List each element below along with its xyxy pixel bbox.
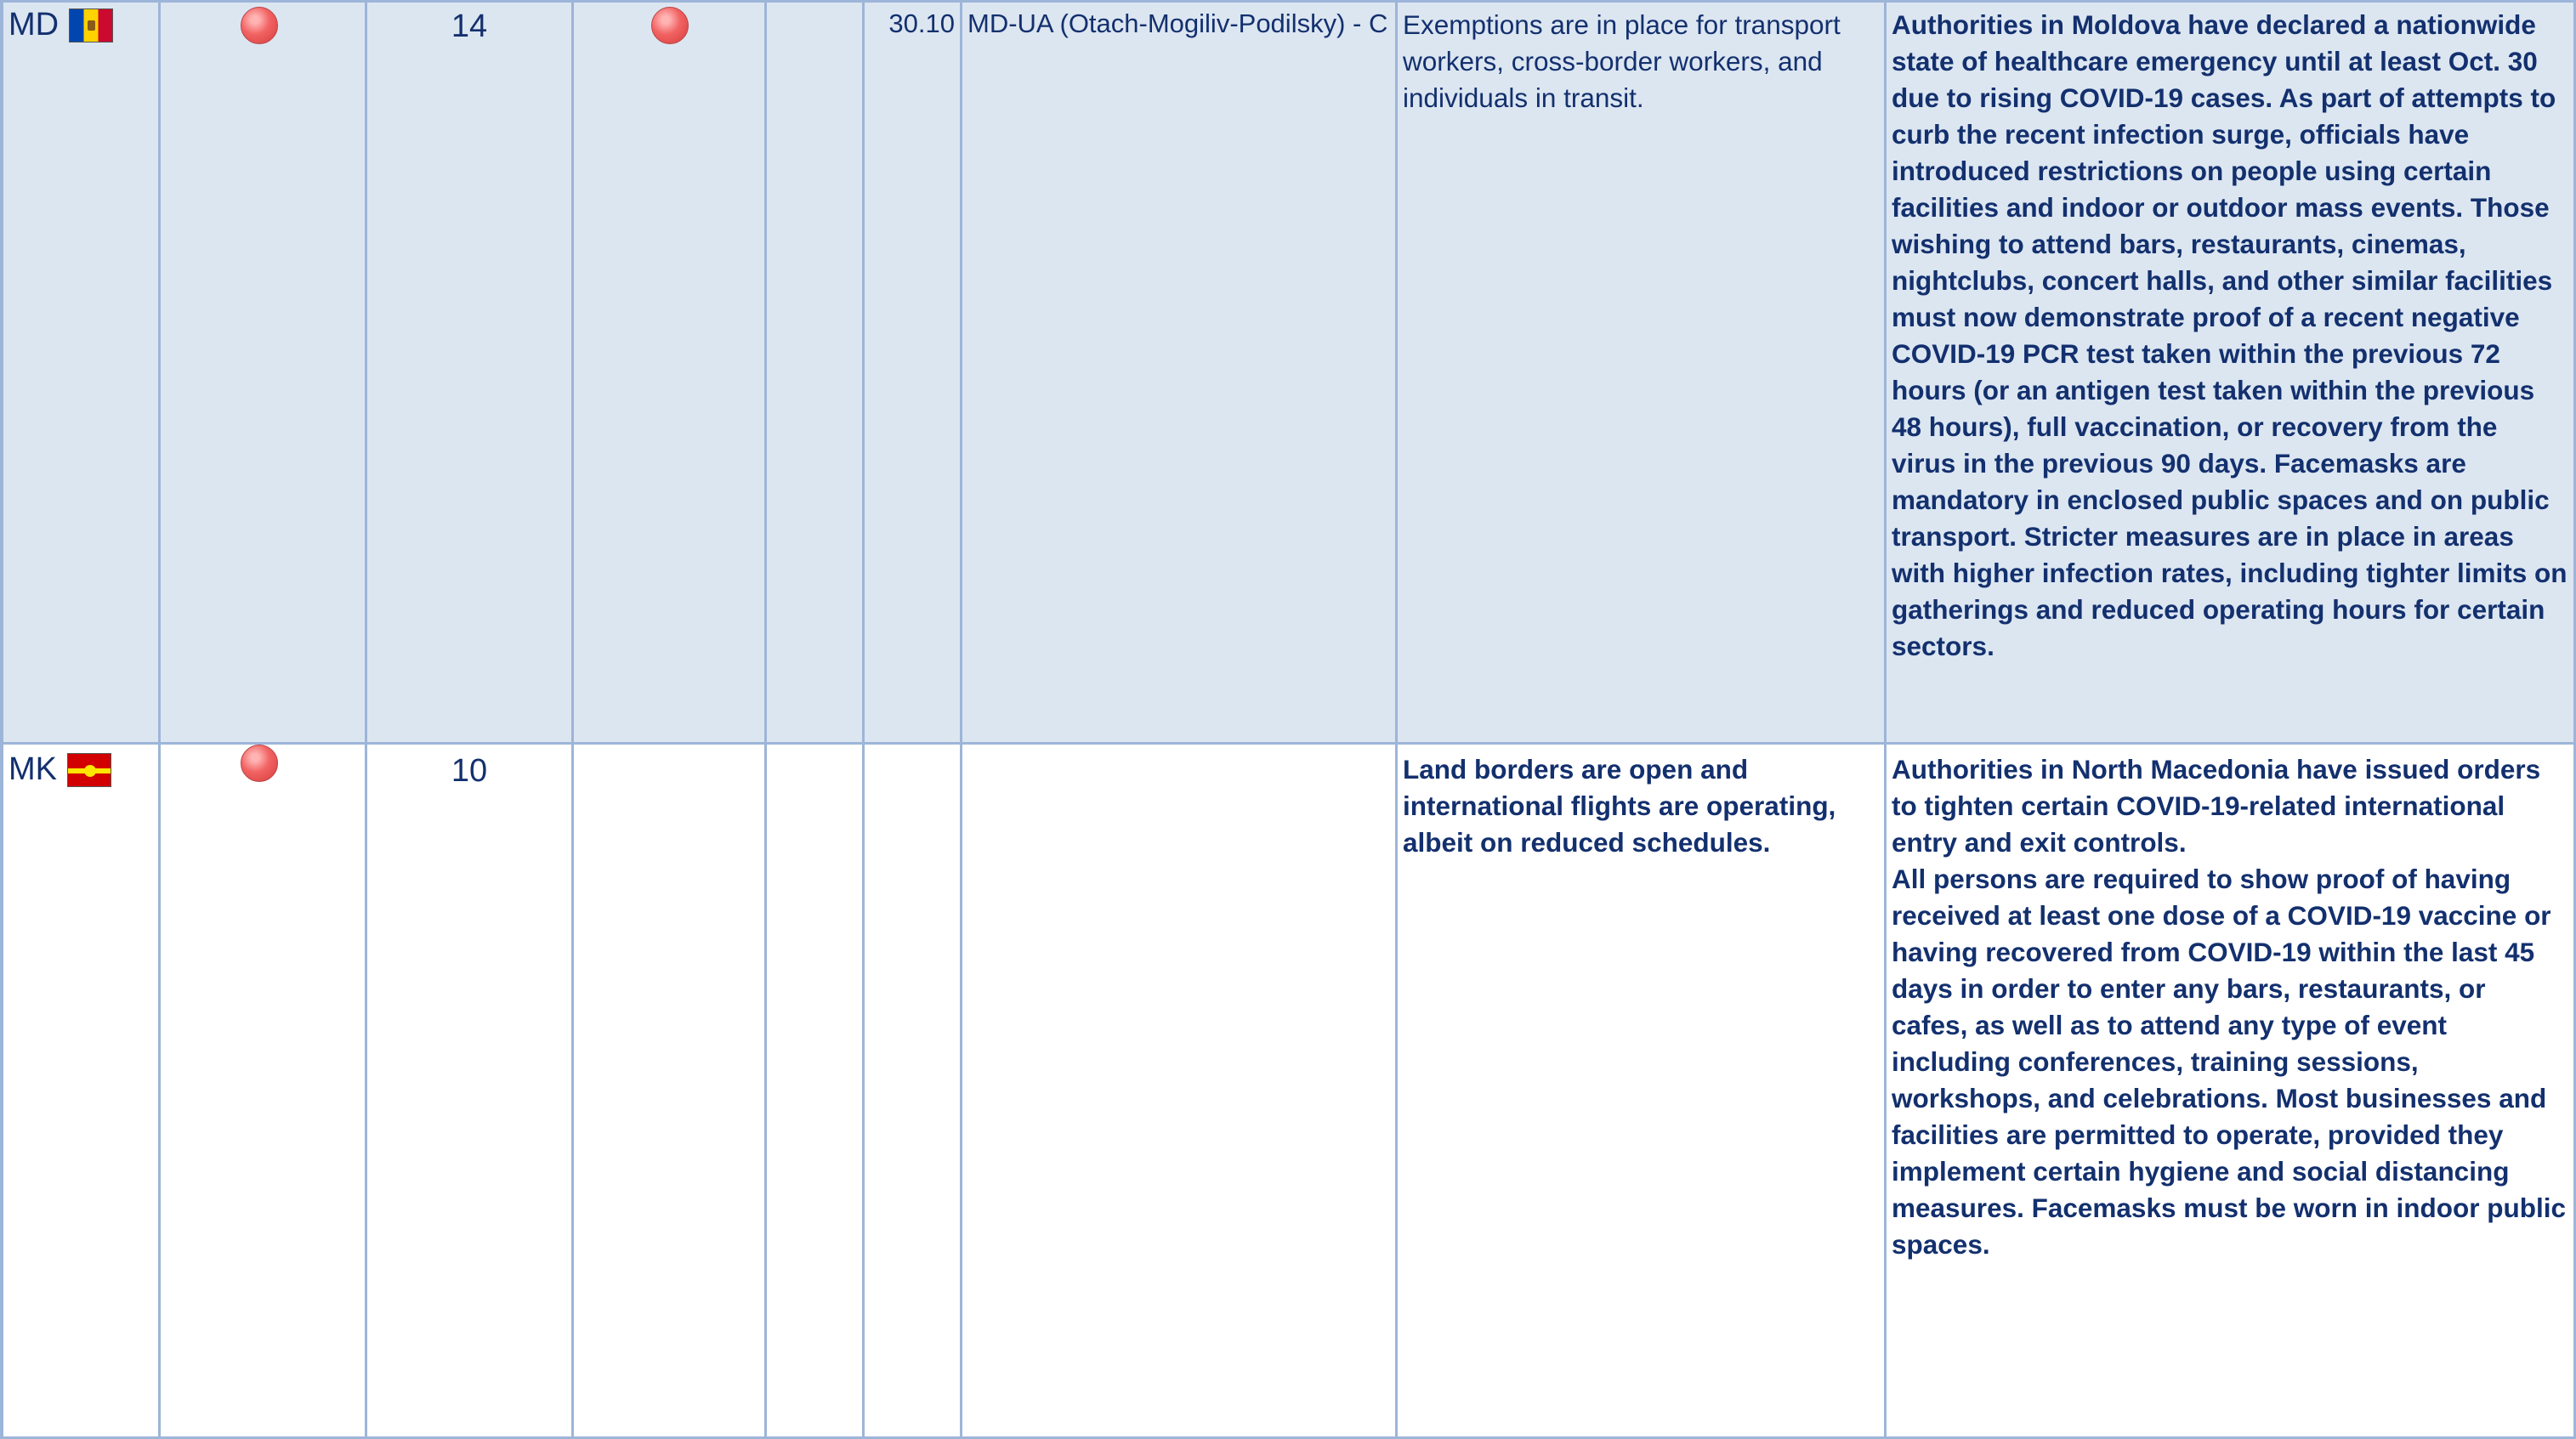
empty-cell[interactable]	[962, 745, 1398, 1439]
date-value: 30.10	[888, 8, 955, 38]
border-info-cell[interactable]	[1398, 745, 1887, 1439]
empty-cell[interactable]	[865, 745, 962, 1439]
details-text: Authorities in Moldova have declared a nationwide state of healthcare emergency until at least Oct. 30 due to rising COVID-19 cases. As part of attempts to curb the recent infection surge, officials have introduced restrictions on people using certain facilities and indoor or outdoor mass events. Those wishing to attend bars, restaurants, cinemas, nightclubs, concert halls, and other similar facilities must now demonstrate proof of a recent negative COVID-19 PCR test taken within the previous 72 hours (or an antigen test taken within the previous 48 hours), full vaccination, or recovery from the virus in the previous 90 days. Facemasks are mandatory in enclosed public spaces and on public transport. Stricter measures are in place in areas with higher infection rates, including tighter limits on gatherings and reduced operating hours for certain sectors.	[1892, 9, 2567, 661]
status-cell[interactable]	[574, 0, 767, 745]
empty-cell[interactable]	[767, 0, 865, 745]
details-text-intro: Authorities in North Macedonia have issued orders to tighten certain COVID-19-related international entry and exit controls.	[1892, 754, 2541, 858]
status-cell[interactable]	[161, 745, 367, 1439]
red-status-icon	[241, 7, 278, 44]
count-value: 14	[451, 8, 488, 44]
north-macedonia-flag-icon	[67, 753, 111, 787]
country-code: MD	[9, 7, 60, 43]
count-cell[interactable]	[367, 745, 574, 1439]
table-left-border	[0, 0, 3, 1439]
red-status-icon	[241, 745, 278, 782]
table-top-border	[0, 0, 2576, 3]
border-info-text: Land borders are open and international flights are operating, albeit on reduced schedules.	[1403, 754, 1836, 858]
date-cell[interactable]	[865, 0, 962, 745]
country-code-cell[interactable]	[0, 745, 161, 1439]
crossing-cell[interactable]	[962, 0, 1398, 745]
details-text-body: All persons are required to show proof of having received at least one dose of a COVID-19 vaccine or having recovered from COVID-19 within the last 45 days in order to enter any bars, restaurants, or cafes, as well as to attend any type of event including conferences, training sessions, workshops, and celebrations. Most businesses and facilities are permitted to operate, provided they implement certain hygiene and social distancing measures. Facemasks must be worn in indoor public spaces.	[1892, 864, 2566, 1260]
crossing-value: MD-UA (Otach-Mogiliv-Podilsky) - C	[967, 8, 1388, 38]
country-code-cell[interactable]	[0, 0, 161, 745]
details-cell[interactable]	[1887, 745, 2576, 1439]
count-value: 10	[451, 753, 488, 789]
border-info-text: Exemptions are in place for transport workers, cross-border workers, and individuals in transit.	[1403, 9, 1841, 113]
red-status-icon	[651, 7, 689, 44]
status-cell[interactable]	[161, 0, 367, 745]
count-cell[interactable]	[367, 0, 574, 745]
moldova-flag-icon	[69, 8, 113, 42]
empty-cell[interactable]	[767, 745, 865, 1439]
empty-cell[interactable]	[574, 745, 767, 1439]
border-info-cell[interactable]	[1398, 0, 1887, 745]
details-cell[interactable]	[1887, 0, 2576, 745]
country-code: MK	[9, 751, 57, 788]
